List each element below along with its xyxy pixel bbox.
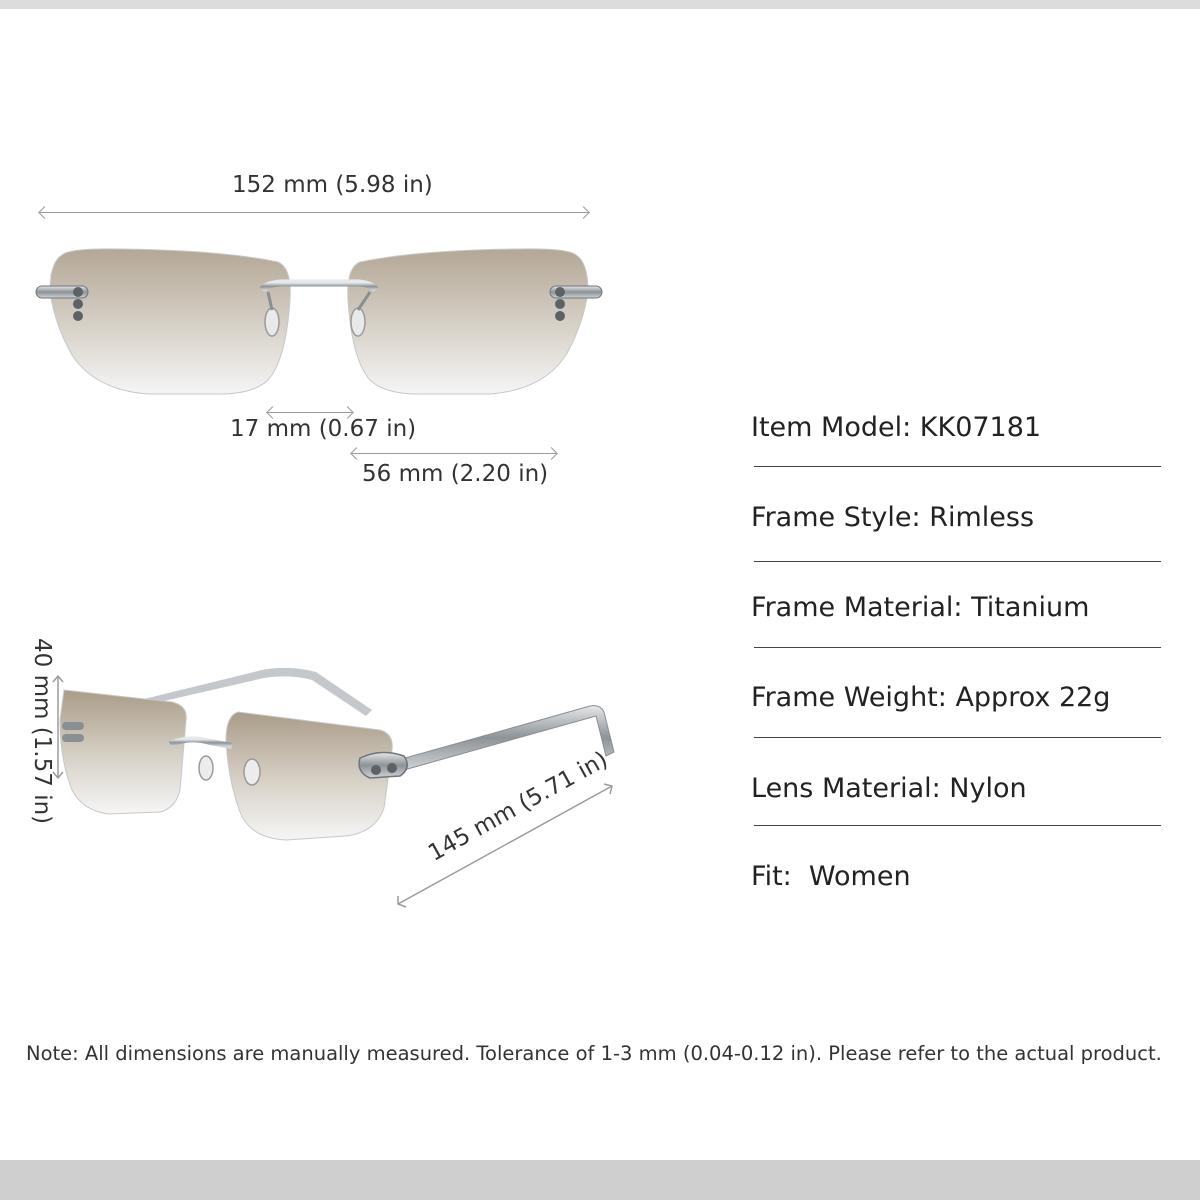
measurement-note: Note: All dimensions are manually measured. Tolerance of 1-3 mm (0.04-0.12 in). Please refer to the actual product.	[26, 1042, 1162, 1065]
lens-width-line	[352, 453, 556, 454]
total-width-label: 152 mm (5.98 in)	[232, 172, 433, 198]
lens-width-label: 56 mm (2.20 in)	[362, 461, 549, 487]
spec-divider	[754, 825, 1161, 826]
spec-divider	[754, 647, 1161, 648]
spec-fit: Fit: Women	[751, 861, 911, 892]
glasses-front-icon	[36, 249, 602, 394]
spec-frame-material: Frame Material: Titanium	[751, 592, 1090, 623]
spec-divider	[754, 561, 1161, 562]
spec-divider	[754, 466, 1161, 467]
bridge-width-line	[268, 412, 352, 413]
spec-lens-material: Lens Material: Nylon	[751, 773, 1027, 804]
total-width-line	[40, 212, 588, 213]
temple-length-label: 145 mm (5.71 in)	[424, 746, 613, 867]
spec-divider	[754, 737, 1161, 738]
spec-frame-style: Frame Style: Rimless	[751, 502, 1035, 533]
spec-frame-weight: Frame Weight: Approx 22g	[751, 682, 1111, 713]
spec-item-model: Item Model: KK07181	[751, 412, 1042, 443]
lens-height-label: 40 mm (1.57 in)	[29, 638, 55, 825]
bridge-width-label: 17 mm (0.67 in)	[230, 416, 417, 442]
